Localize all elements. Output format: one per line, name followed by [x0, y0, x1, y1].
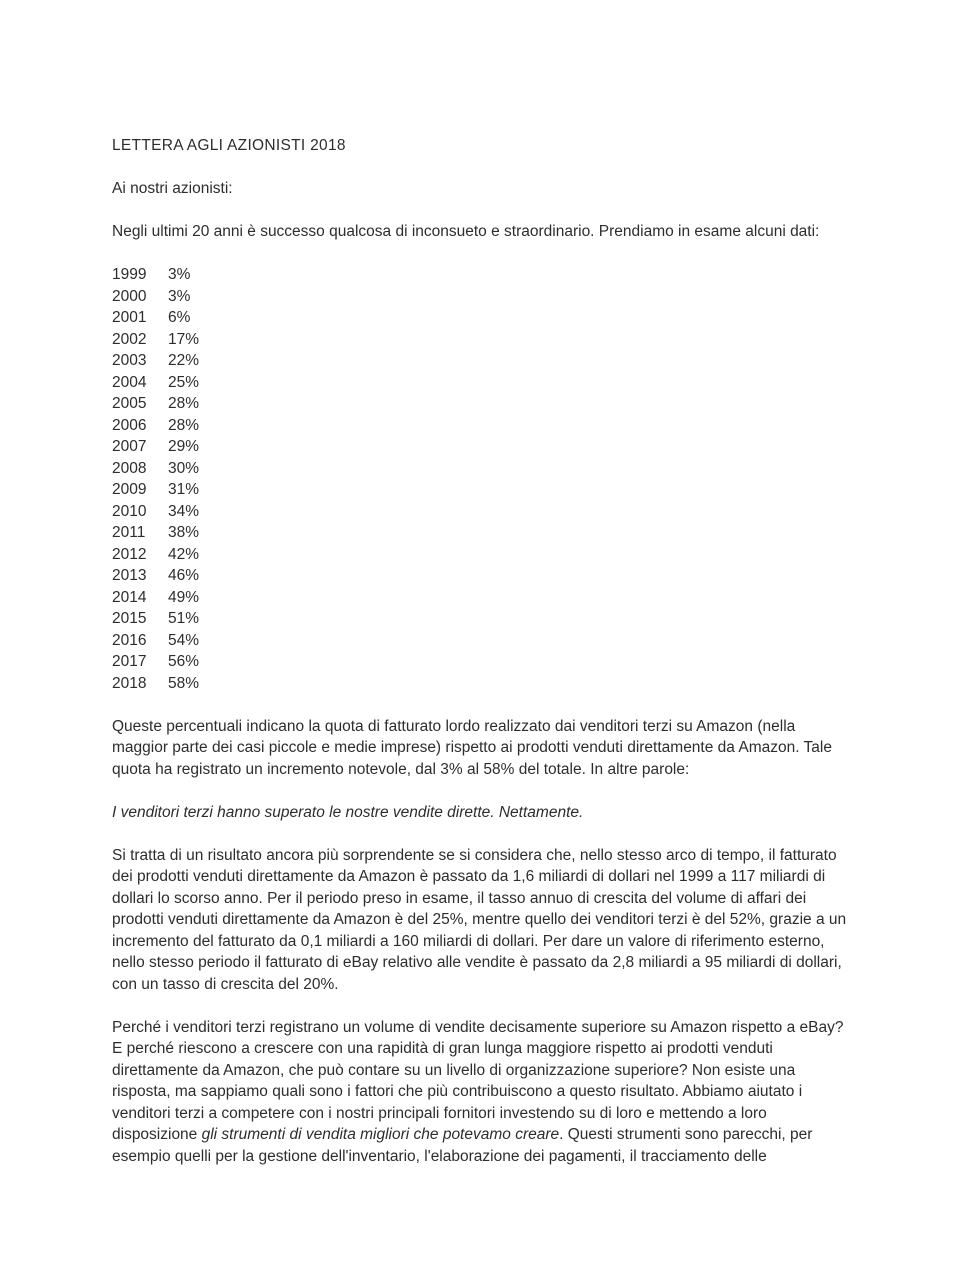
year-cell: 2010 [112, 502, 147, 520]
year-cell: 2003 [112, 352, 147, 369]
percentage-cell: 30% [168, 459, 200, 477]
year-cell: 2004 [112, 373, 147, 391]
paragraph-why-text-before: Perché i venditori terzi registrano un volume di vendite decisamente superiore su Amazon rispetto a eBay? E perché riescono a crescere con una rapidità di gran lunga maggiore rispetto ai prodotti venduti direttamente da Amazon, che può contare su un livello di organizzazione superiore? Non esiste una risposta, ma sappiamo quali sono i fattori che più contribuiscono a questo risultato. Abbiamo aiutato i venditori terzi a competere con i nostri principali fornitori investendo su di loro e mettendo a loro disposizione [112, 1018, 844, 1143]
table-row [112, 565, 855, 587]
page-title: LETTERA AGLI AZIONISTI 2018 [112, 137, 346, 154]
paragraph-growth: Si tratta di un risultato ancora più sorprendente se si considera che, nello stesso arco di tempo, il fatturato dei prodotti venduti direttamente da Amazon è passato da 1,6 miliardi di dollari nel 1999 a 117 miliardi di dollari lo scorso anno. Per il periodo preso in esame, il tasso annuo di crescita del volume di affari dei prodotti venduti direttamente da Amazon è del 25%, mentre quello dei venditori terzi è del 52%, grazie a un incremento del fatturato da 0,1 miliardi a 160 miliardi di dollari. Per dare un valore di riferimento esterno, nello stesso periodo il fatturato di eBay relativo alle vendite è passato da 2,8 miliardi a 95 miliardi di dollari, con un tasso di crescita del 20%. [112, 846, 847, 993]
table-row [112, 286, 855, 308]
table-row [112, 307, 855, 329]
percentage-cell: 28% [168, 416, 200, 434]
percentage-cell: 28% [168, 395, 200, 412]
table-row [112, 630, 855, 652]
year-cell: 2014 [112, 588, 147, 606]
table-row [112, 264, 855, 286]
table-row [112, 393, 855, 415]
paragraph-why-text-after: . Questi strumenti sono parecchi, per esempio quelli per la gestione dell'inventario, l'elaborazione dei pagamenti, il tracciamento delle [112, 1126, 813, 1165]
intro-paragraph: Negli ultimi 20 anni è successo qualcosa di inconsueto e straordinario. Prendiamo in esame alcuni dati: [112, 223, 820, 240]
year-cell: 2002 [112, 330, 147, 348]
table-row [112, 522, 855, 544]
year-cell: 2005 [112, 395, 147, 412]
table-row [112, 651, 855, 673]
percentage-cell: 6% [168, 309, 191, 326]
percentage-cell: 3% [168, 287, 191, 305]
table-row [112, 372, 855, 394]
year-cell: 2008 [112, 459, 147, 477]
table-row [112, 329, 855, 351]
percentage-cell: 3% [168, 266, 191, 283]
year-cell: 2011 [112, 524, 146, 541]
year-cell: 2007 [112, 438, 147, 455]
share-percentage-table [112, 264, 855, 694]
percentage-cell: 42% [168, 545, 200, 563]
paragraph-why-italic-phrase: gli strumenti di vendita migliori che potevamo creare [201, 1126, 560, 1143]
paragraph-explanation: Queste percentuali indicano la quota di fatturato lordo realizzato dai venditori terzi su Amazon (nella maggior parte dei casi piccole e medie imprese) rispetto ai prodotti venduti direttamente da Amazon. Tale quota ha registrato un incremento notevole, dal 3% al 58% del totale. In altre parole: [112, 717, 832, 778]
year-cell: 2001 [112, 309, 147, 326]
year-cell: 2016 [112, 631, 147, 649]
percentage-cell: 58% [168, 674, 200, 692]
percentage-cell: 31% [168, 481, 200, 498]
percentage-cell: 34% [168, 502, 200, 520]
percentage-cell: 46% [168, 567, 200, 584]
year-cell: 2017 [112, 653, 147, 670]
percentage-cell: 49% [168, 588, 200, 606]
table-row [112, 436, 855, 458]
percentage-cell: 56% [168, 653, 200, 670]
percentage-cell: 51% [168, 610, 200, 627]
emphasis-line: I venditori terzi hanno superato le nostre vendite dirette. Nettamente. [112, 803, 584, 821]
year-cell: 2009 [112, 481, 147, 498]
percentage-cell: 54% [168, 631, 200, 649]
table-row [112, 608, 855, 630]
table-row [112, 673, 855, 695]
table-row [112, 479, 855, 501]
percentage-cell: 17% [168, 330, 200, 348]
year-cell: 2013 [112, 567, 147, 584]
year-cell: 2000 [112, 287, 147, 305]
year-cell: 2018 [112, 674, 147, 692]
year-cell: 1999 [112, 266, 147, 283]
table-row [112, 587, 855, 609]
table-row [112, 458, 855, 480]
year-cell: 2006 [112, 416, 147, 434]
table-row [112, 350, 855, 372]
table-row [112, 544, 855, 566]
percentage-cell: 22% [168, 352, 200, 369]
year-cell: 2015 [112, 610, 147, 627]
percentage-cell: 25% [168, 373, 200, 391]
paragraph-why [112, 1017, 855, 1168]
table-row [112, 415, 855, 437]
percentage-cell: 29% [168, 438, 200, 455]
year-cell: 2012 [112, 545, 147, 563]
percentage-cell: 38% [168, 524, 200, 541]
salutation: Ai nostri azionisti: [112, 180, 233, 197]
table-row [112, 501, 855, 523]
